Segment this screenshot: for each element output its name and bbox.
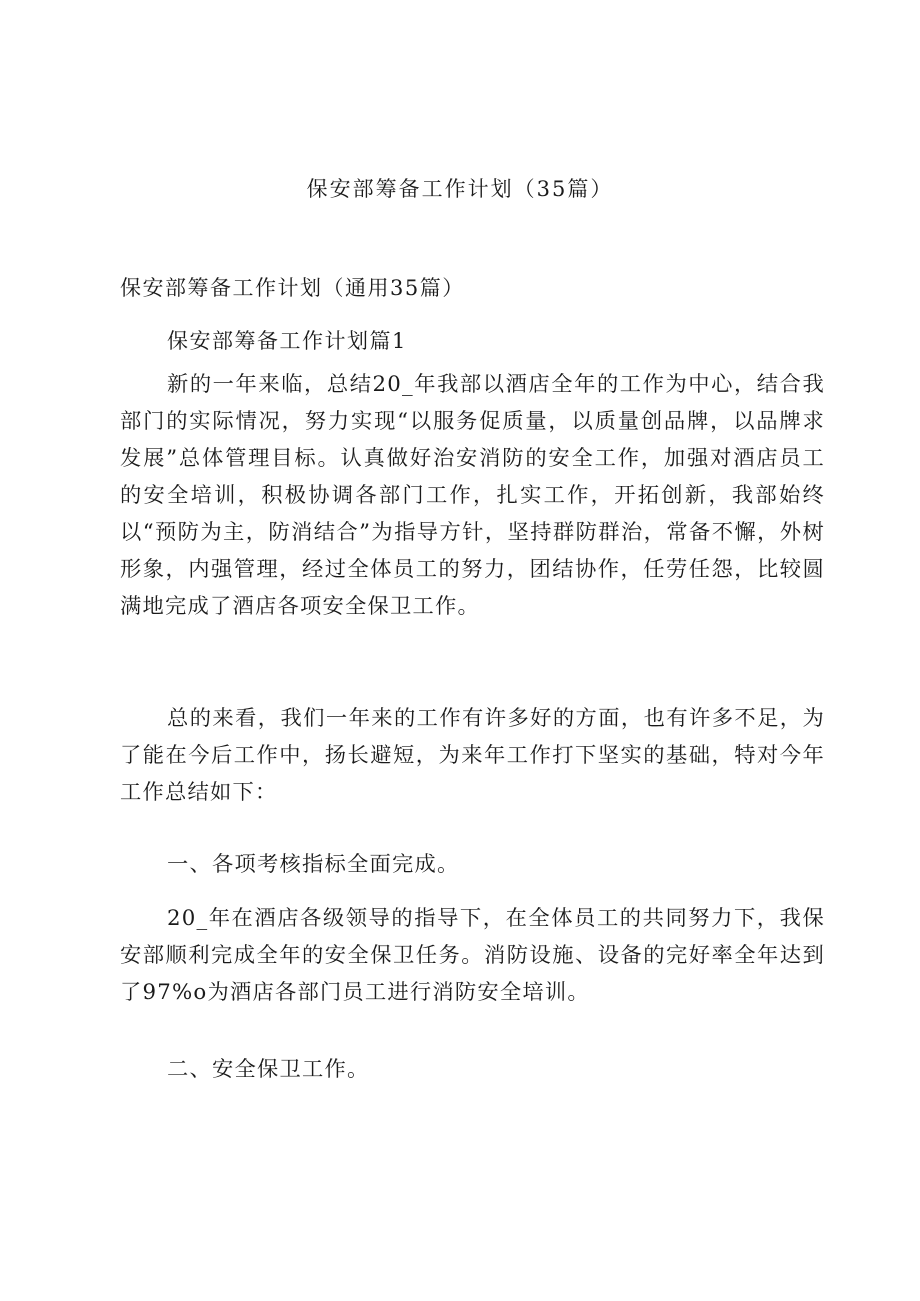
heading-item-two: 二、安全保卫工作。 bbox=[167, 1057, 370, 1082]
document-subtitle: 保安部筹备工作计划（通用35篇） bbox=[120, 276, 465, 300]
paragraph-item-one-body: 20_年在酒店各级领导的指导下，在全体员工的共同努力下，我保安部顺利完成全年的安全保卫任务。消防设施、设备的完好率全年达到了97%o为酒店各部门员工进行消防安全培训。 bbox=[120, 906, 825, 1005]
paragraph-intro: 新的一年来临，总结20_年我部以酒店全年的工作为中心，结合我部门的实际情况，努力实现“以服务促质量，以质量创品牌，以品牌求发展”总体管理目标。认真做好治安消防的安全工作，加强对酒店员工的安全培训，积极协调各部门工作，扎实工作，开拓创新，我部始终以“预防为主，防消结合”为指导方针，坚持群防群治，常备不懈，外树形象，内强管理，经过全体员工的努力，团结协作，任劳任怨，比较圆满地完成了酒店各项安全保卫工作。 bbox=[120, 372, 825, 619]
heading-item-one: 一、各项考核指标全面完成。 bbox=[167, 852, 460, 877]
document-title: 保安部筹备工作计划（35篇） bbox=[306, 177, 614, 201]
section-heading: 保安部筹备工作计划篇1 bbox=[167, 329, 407, 353]
paragraph-summary: 总的来看，我们一年来的工作有许多好的方面，也有许多不足，为了能在今后工作中，扬长避短，为来年工作打下坚实的基础，特对今年工作总结如下： bbox=[120, 706, 825, 805]
